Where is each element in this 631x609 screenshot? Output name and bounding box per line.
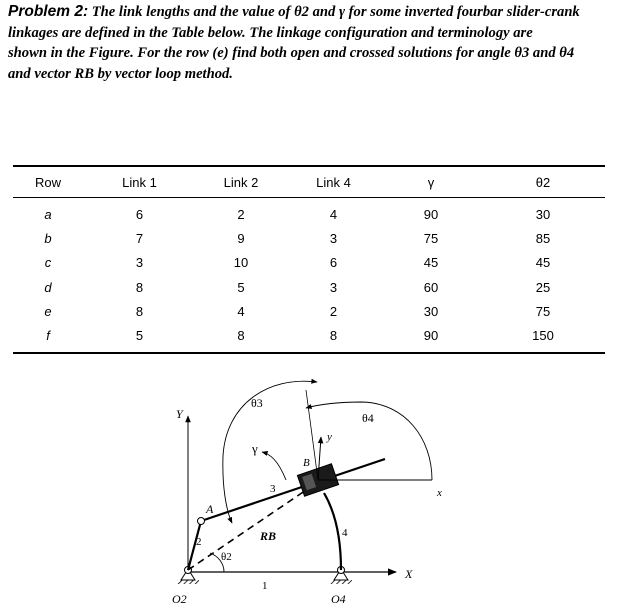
table-row — [13, 299, 605, 323]
pin-a — [198, 518, 205, 525]
table-cell: 45 — [535, 255, 551, 271]
table-cell: 3 — [135, 255, 144, 271]
label-point-a: A — [206, 502, 214, 516]
table-row — [13, 226, 605, 250]
link-3 — [201, 459, 385, 521]
table-cell: 8 — [286, 323, 381, 352]
label-vector-rb: RB — [260, 529, 277, 543]
table-cell: 5 — [83, 323, 196, 352]
table-cell: f — [13, 323, 83, 352]
label-pivot-o4: O4 — [331, 592, 346, 606]
problem-line-3: shown in the Figure. For the row (e) find both open and crossed solutions for angle θ3 and θ4 — [8, 45, 575, 61]
table-cell: c — [44, 255, 52, 271]
label-global-y: Y — [176, 407, 183, 421]
table-cell: 8 — [196, 323, 286, 352]
label-link-1: 1 — [262, 580, 268, 592]
table-cell: 60 — [423, 279, 439, 295]
table-cell: 8 — [135, 279, 144, 295]
col-header-link4: Link 4 — [286, 166, 381, 198]
linkage-figure — [0, 360, 631, 609]
table-row — [13, 198, 605, 227]
table-cell: 4 — [237, 303, 245, 319]
col-header-gamma: γ — [381, 166, 481, 198]
gamma-arc — [262, 452, 286, 480]
label-local-x: x — [437, 487, 442, 499]
problem-statement — [8, 2, 626, 84]
label-local-y: y — [327, 431, 332, 443]
table-cell: 90 — [381, 323, 481, 352]
table-cell: 2 — [329, 303, 338, 319]
table-cell: b — [44, 230, 52, 246]
table-cell: 10 — [233, 255, 249, 271]
label-theta2: θ2 — [221, 551, 232, 563]
problem-title: Problem 2: — [8, 3, 89, 20]
table-cell: 3 — [329, 279, 338, 295]
table-cell: 85 — [535, 230, 551, 246]
link-4 — [324, 493, 341, 570]
table-header-row — [13, 166, 605, 198]
table-cell: 8 — [135, 303, 144, 319]
table-cell: 30 — [423, 303, 439, 319]
label-global-x: X — [405, 567, 413, 581]
label-theta4: θ4 — [362, 411, 374, 425]
table-cell: 75 — [423, 230, 439, 246]
col-header-theta2: θ2 — [481, 166, 605, 198]
table-cell: 6 — [135, 206, 144, 222]
label-pivot-o2: O2 — [172, 592, 187, 606]
table-cell: 7 — [135, 230, 144, 246]
col-header-link1: Link 1 — [83, 166, 196, 198]
table-cell: 75 — [535, 303, 551, 319]
col-header-link2: Link 2 — [196, 166, 286, 198]
table-cell: 2 — [237, 206, 245, 222]
label-theta3: θ3 — [251, 396, 263, 410]
table-cell: 3 — [329, 230, 338, 246]
col-header-row: Row — [13, 166, 83, 198]
theta3-arc — [223, 381, 317, 523]
table-row — [13, 323, 605, 352]
problem-line-2: linkages are defined in the Table below. The linkage configuration and terminology are — [8, 24, 533, 41]
table-cell: 90 — [423, 206, 439, 222]
label-link-4: 4 — [342, 527, 348, 539]
table-cell: 45 — [423, 255, 439, 271]
table-cell: 6 — [329, 255, 338, 271]
table-cell: a — [44, 206, 52, 222]
table-cell: e — [44, 303, 52, 319]
table-cell: 5 — [237, 279, 245, 295]
label-link-2: 2 — [196, 536, 202, 548]
table-cell: 150 — [481, 323, 605, 352]
table-cell: 9 — [237, 230, 245, 246]
table-cell: 4 — [329, 206, 338, 222]
label-point-b: B — [303, 457, 310, 469]
table-cell: 25 — [535, 279, 551, 295]
label-gamma: γ — [252, 441, 258, 456]
problem-line-1: Problem 2: The link lengths and the value of θ2 and γ for some inverted fourbar slider-crank — [8, 3, 580, 20]
table-cell: 30 — [535, 206, 551, 222]
problem-line-4: and vector RB by vector loop method. — [8, 65, 233, 82]
vector-rb — [188, 482, 318, 570]
table-row — [13, 251, 605, 275]
label-link-3: 3 — [270, 483, 276, 495]
table-cell: d — [44, 279, 52, 295]
link-table — [13, 165, 605, 354]
table-row — [13, 275, 605, 299]
